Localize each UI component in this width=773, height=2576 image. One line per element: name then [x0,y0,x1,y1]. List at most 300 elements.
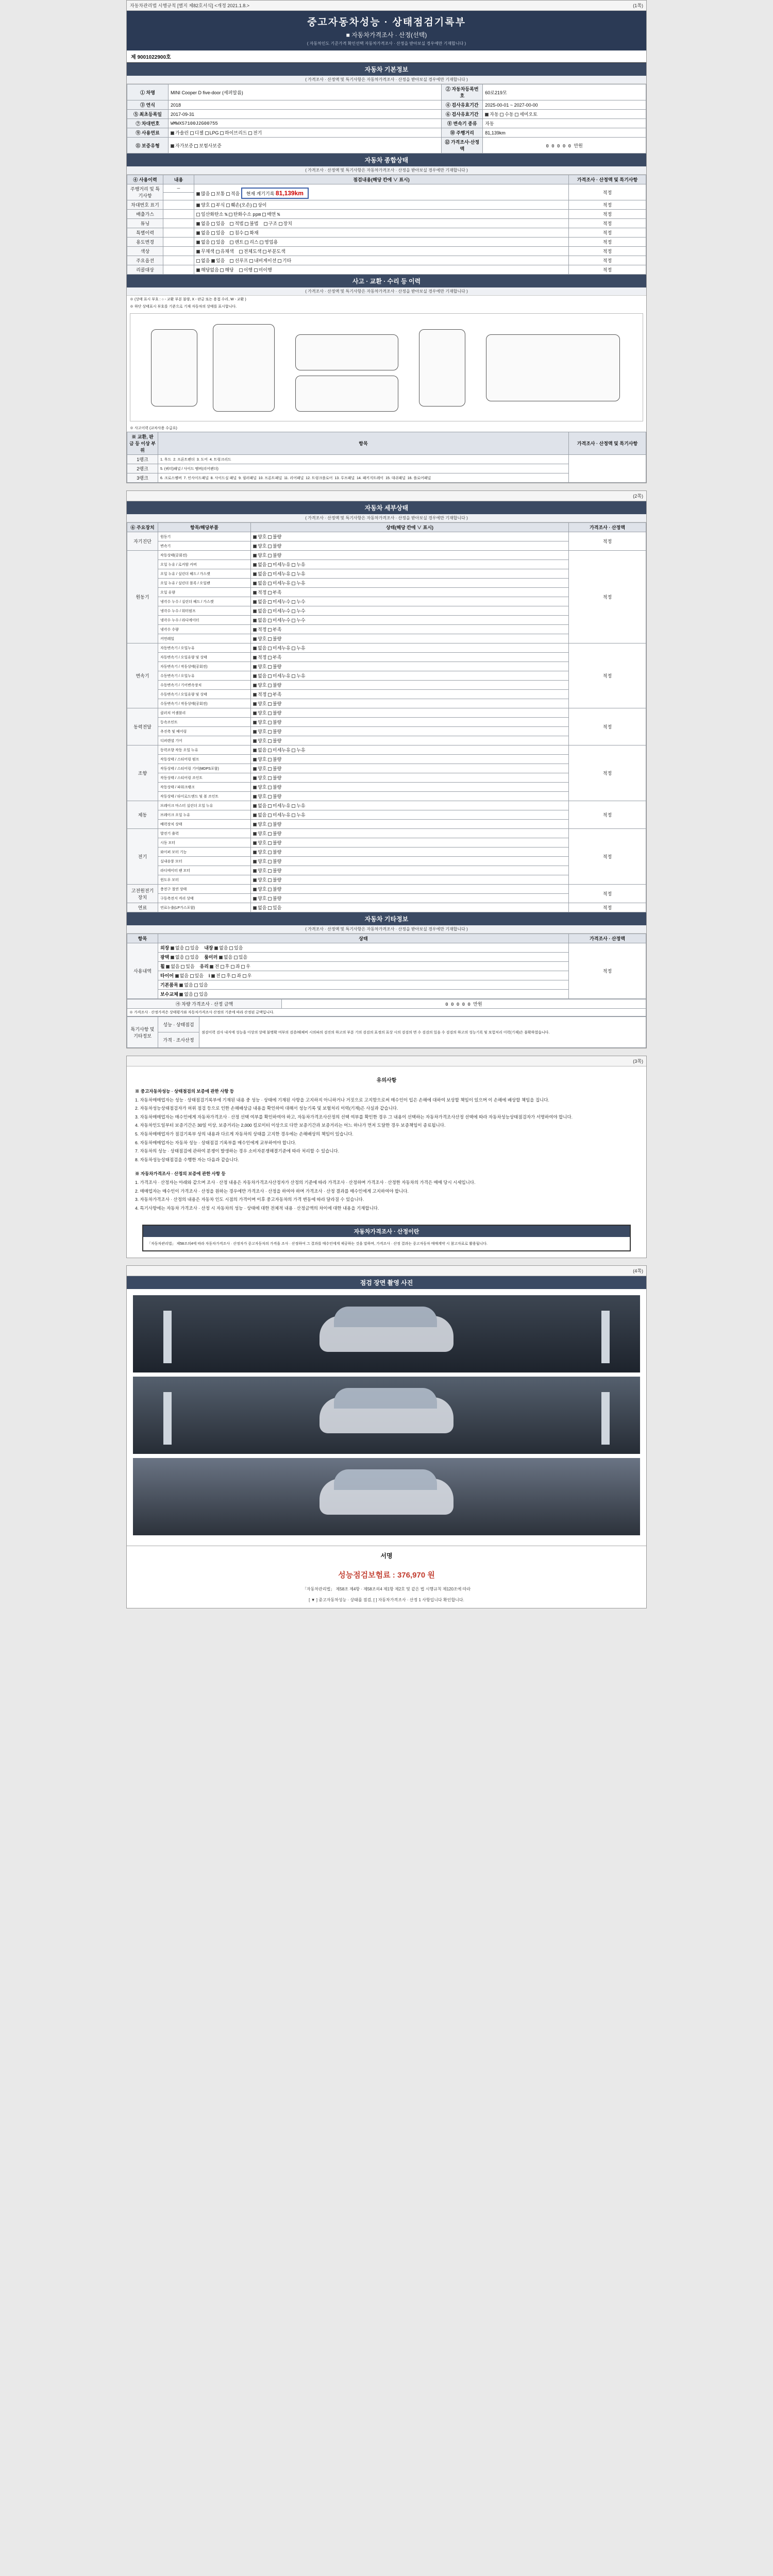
checkbox-4-4-0[interactable] [253,786,257,789]
checkbox-2-2-1[interactable] [268,665,272,669]
checkbox-etc-1-1[interactable] [186,956,189,959]
table-row [127,980,646,990]
checkbox-4-0-2[interactable] [292,749,295,752]
checkbox-color-chromatic[interactable] [216,250,220,253]
detail-opts-8-0 [251,903,569,912]
checkbox-6-2-0[interactable] [253,851,257,854]
checkbox-option-etc[interactable] [278,259,281,263]
checkbox-etc2-1-0[interactable] [219,956,223,959]
checkbox-transmission-manual[interactable] [500,113,503,116]
opt-label-1-0-1: 불량 [272,553,282,558]
checkbox-1-2-1[interactable] [268,572,272,576]
checkbox-1-1-2[interactable] [292,563,295,567]
opt-label-4-4-1: 불량 [272,785,282,790]
remarks-table [127,1016,646,1048]
checkbox-etc2-3-3[interactable] [243,974,246,978]
etc-item-label2-3: î [208,973,210,978]
section-photos-title: 점검 장면 촬영 사진 [127,1276,646,1289]
checkbox-mileage-many[interactable] [196,192,200,196]
opt-auto: 자동 [490,112,499,117]
etc-opts-3 [158,971,569,980]
page-4 [126,1265,647,1608]
checkbox-recall-na[interactable] [196,268,200,272]
overall-opts-5 [194,238,569,247]
detail-opts-6-0 [251,829,569,838]
checkbox-etc2-0-1[interactable] [229,946,233,950]
opt-label-0-1-1: 불량 [272,544,282,549]
checkbox-etc-3-1[interactable] [190,974,194,978]
etc-opt2-2-0: 전 [214,964,220,969]
checkbox-etc2-3-1[interactable] [222,974,225,978]
checkbox-warranty-self[interactable] [171,144,174,148]
detail-group-3: 동력전달 [127,708,158,745]
checkbox-partpaint[interactable] [263,250,266,253]
checkbox-3-0-0[interactable] [253,711,257,715]
table-row [127,903,646,912]
page-1 [126,0,647,483]
checkbox-1-4-0[interactable] [253,591,257,595]
checkbox-1-7-2[interactable] [292,619,295,622]
checkbox-2-6-0[interactable] [253,702,257,706]
guarantee-box [142,1225,631,1251]
opt-tuning-sub-1: 불법 [249,221,259,226]
basic-value-5 [169,138,442,154]
checkbox-lease[interactable] [245,241,248,244]
checkbox-vin-diff[interactable] [253,204,257,207]
checkbox-4-5-1[interactable] [268,795,272,799]
checkbox-tuning-legal[interactable] [230,222,233,226]
opt-vin-3: 상이 [258,202,267,208]
checkbox-usechange-yes[interactable] [211,241,215,244]
basic-value-1: 2018 [169,100,442,110]
checkbox-tuning-illegal[interactable] [245,222,248,226]
checkbox-1-9-0[interactable] [253,637,257,641]
part-item-2-4: 10. 프론트패널 [258,476,282,480]
checkbox-6-0-1[interactable] [268,832,272,836]
table-header-row [127,175,646,184]
detail-item-4-0: 동력조향 작동 오일 누유 [158,745,251,755]
checkbox-recall-yes[interactable] [220,268,224,272]
page3-blank [130,1058,131,1064]
opt-emis-0: 일산화탄소 [201,212,224,217]
checkbox-fuel-diesel[interactable] [190,131,194,135]
opt-label-7-0-1: 불량 [272,887,282,892]
checkbox-color-achromatic[interactable] [196,250,200,253]
opt-recall-1: 해당 [225,267,234,273]
remarks-sub-1: 가격 · 조사산정 [158,1032,199,1048]
overall-sub-0b [163,192,194,200]
remarks-sub-0: 성능 · 상태점검 [158,1017,199,1032]
checkbox-1-1-1[interactable] [268,563,272,567]
checkbox-usechange-none[interactable] [196,241,200,244]
etc-opt-4-0: 없음 [184,982,193,988]
checkbox-6-1-1[interactable] [268,841,272,845]
checkbox-etc-5-1[interactable] [194,993,198,996]
checkbox-transmission-auto[interactable] [485,113,489,116]
opt-label-0-0-1: 불량 [272,534,282,539]
etc-opt-1-1: 있음 [190,955,199,960]
checkbox-1-3-2[interactable] [292,582,295,585]
detail-item-4-5: 작동상태 / 타이로드엔드 및 볼 조인트 [158,792,251,801]
detail-item-4-1: 작동상태 / 스티어링 펌프 [158,755,251,764]
checkbox-5-0-0[interactable] [253,804,257,808]
checkbox-etc2-2-3[interactable] [241,965,245,969]
opt-label-6-1-0: 양호 [258,840,267,845]
opt-special-sub-0: 침수 [234,230,244,235]
opt-label-4-4-0: 양호 [258,785,267,790]
checkbox-etc2-1-1[interactable] [234,956,238,959]
detail-group-8: 연료 [127,903,158,912]
checkbox-navigation[interactable] [249,259,253,263]
checkbox-1-5-1[interactable] [268,600,272,604]
checkbox-2-4-1[interactable] [268,684,272,687]
checkbox-3-3-0[interactable] [253,739,257,743]
checkbox-emission-co[interactable] [196,213,200,216]
diagram-underbody-view [486,334,620,401]
overall-col-0: ④ 사용이력 [127,175,163,184]
checkbox-1-6-1[interactable] [268,609,272,613]
checkbox-mileage-normal[interactable] [211,192,215,196]
checkbox-rent[interactable] [230,241,233,244]
table-row [127,671,646,681]
checkbox-6-0-0[interactable] [253,832,257,836]
part-grade-1: 2랭크 [127,464,158,473]
table-row [127,829,646,838]
table-row [127,473,646,483]
checkbox-2-0-2[interactable] [292,647,295,650]
opt-label-2-0-0: 없음 [258,646,267,651]
basic-value-2: 2017-09-31 [169,110,442,119]
opt-color-sub-0: 전체도색 [243,249,262,254]
checkbox-5-2-0[interactable] [253,823,257,826]
checkbox-2-1-1[interactable] [268,656,272,659]
checkbox-warranty-insurer[interactable] [194,144,198,148]
checkbox-etc2-2-1[interactable] [221,965,224,969]
checkbox-4-5-0[interactable] [253,795,257,799]
opt-special-1: 있음 [215,230,225,235]
checkbox-0-1-1[interactable] [268,545,272,548]
checkbox-2-0-1[interactable] [268,647,272,650]
opt-recall-sub-1: 미이행 [258,267,272,273]
checkbox-4-1-0[interactable] [253,758,257,761]
car-silhouette-icon [320,1316,453,1352]
checkbox-7-1-0[interactable] [253,897,257,901]
overall-note-0: 적정 [569,184,646,200]
checkbox-special-none[interactable] [196,231,200,235]
opt-label-2-3-0: 없음 [258,673,267,679]
notice-item-1-0: 1. 자동차매매업자는 성능 · 상태점검기록부에 기재된 내용 중 성능 · 상태에 기재된 사항을 고지하지 아니하거나 거짓으로 고지함으로써 매수인이 입은 손해에 대하여 보상할 책임이 있으며 이 손해에 배상할 책임을 집니다. [135,1097,549,1103]
etc-col-1: 상태 [158,934,569,943]
checkbox-recall-done[interactable] [239,268,243,272]
signature-row: 서명 [127,1546,646,1565]
checkbox-5-0-2[interactable] [292,804,295,808]
checkbox-tuning-device[interactable] [279,222,282,226]
parts-note-header: 가격조사 · 산정액 및 특기사항 [569,432,646,455]
checkbox-fuel-lpg[interactable] [205,131,209,135]
checkbox-fullpaint[interactable] [239,250,243,253]
checkbox-etc2-3-2[interactable] [232,974,236,978]
checkbox-4-3-1[interactable] [268,776,272,780]
detail-opts-1-4 [251,588,569,597]
checkbox-8-0-1[interactable] [268,906,272,910]
checkbox-vin-corrosion[interactable] [211,204,215,207]
checkbox-4-2-0[interactable] [253,767,257,771]
checkbox-7-1-1[interactable] [268,897,272,901]
checkbox-2-3-2[interactable] [292,674,295,678]
opt-label-2-5-1: 부족 [272,692,282,697]
detail-opts-4-2 [251,764,569,773]
checkbox-fuel-hybrid[interactable] [220,131,224,135]
detail-group-0: 자기진단 [127,532,158,551]
checkbox-7-0-0[interactable] [253,888,257,891]
checkbox-6-3-0[interactable] [253,860,257,863]
detail-opts-1-5 [251,597,569,606]
etc-opt2-3-3: 우 [247,973,252,978]
detail-note-5: 적정 [569,801,646,829]
overall-sub-4 [163,228,194,238]
checkbox-6-1-0[interactable] [253,841,257,845]
detail-opts-6-4 [251,866,569,875]
checkbox-etc-2-1[interactable] [181,965,184,969]
checkbox-transmission-semi[interactable] [515,113,518,116]
overall-sub-6 [163,247,194,256]
checkbox-1-3-1[interactable] [268,582,272,585]
detail-item-8-0: 연료누출(LP가스포함) [158,903,251,912]
etc-opt2-0-1: 있음 [234,945,243,951]
checkbox-etc2-2-0[interactable] [210,965,213,969]
checkbox-2-5-0[interactable] [253,693,257,697]
detail-opts-5-1 [251,810,569,820]
opt-label-1-5-1: 미세누수 [272,599,291,604]
checkbox-etc2-0-0[interactable] [214,946,218,950]
checkbox-etc-4-1[interactable] [194,984,198,987]
checkbox-2-0-0[interactable] [253,647,257,650]
checkbox-etc-0-0[interactable] [171,946,174,950]
checkbox-2-4-0[interactable] [253,684,257,687]
checkbox-0-0-1[interactable] [268,535,272,539]
etc-opt-4-1: 있음 [199,982,208,988]
checkbox-4-0-0[interactable] [253,749,257,752]
etc-item-label-0: 외장 [160,945,170,951]
checkbox-flood[interactable] [230,231,233,235]
mileage-box-value: 81,139km [275,190,304,197]
checkbox-5-0-1[interactable] [268,804,272,808]
checkbox-6-4-0[interactable] [253,869,257,873]
notice-item-1-6: 7. 자동차의 성능 · 상태점검에 관하여 분쟁이 발생하는 경우 소비자분쟁해결기준에 따라 처리할 수 있습니다. [135,1148,340,1154]
checkbox-5-1-1[interactable] [268,814,272,817]
checkbox-3-0-1[interactable] [268,711,272,715]
checkbox-1-7-0[interactable] [253,619,257,622]
checkbox-0-1-0[interactable] [253,545,257,548]
opt-label-3-0-1: 불량 [272,710,282,716]
etc-opt2-0-0: 없음 [219,945,228,951]
checkbox-5-1-0[interactable] [253,814,257,817]
checkbox-3-1-1[interactable] [268,721,272,724]
table-row [127,792,646,801]
checkbox-etc-4-0[interactable] [179,984,183,987]
checkbox-tuning-yes[interactable] [211,222,215,226]
page4-blank [130,1267,131,1274]
detail-item-2-1: 자동변속기 / 오일유량 및 상태 [158,653,251,662]
overall-row-label-6: 색상 [127,247,163,256]
overall-opts-7 [194,256,569,265]
checkbox-6-4-1[interactable] [268,869,272,873]
checkbox-6-5-1[interactable] [268,878,272,882]
checkbox-4-0-1[interactable] [268,749,272,752]
checkbox-3-2-1[interactable] [268,730,272,734]
checkbox-1-9-1[interactable] [268,637,272,641]
checkbox-vin-ok[interactable] [196,204,200,207]
checkbox-recall-notdone[interactable] [254,268,258,272]
detail-table-body [127,532,646,912]
basic-value-4 [169,128,442,138]
table-row [127,810,646,820]
checkbox-1-5-0[interactable] [253,600,257,604]
checkbox-2-5-1[interactable] [268,693,272,697]
opt-label-3-1-1: 불량 [272,720,282,725]
checkbox-1-4-1[interactable] [268,591,272,595]
part-items-1 [158,464,569,473]
checkbox-2-2-0[interactable] [253,665,257,669]
mileage-cell [194,184,569,200]
checkbox-1-8-0[interactable] [253,628,257,632]
etc-opt2-2-1: 후 [225,964,230,969]
basic-value2-2 [483,110,646,119]
checkbox-etc2-2-2[interactable] [231,965,234,969]
checkbox-3-2-0[interactable] [253,730,257,734]
checkbox-4-3-0[interactable] [253,776,257,780]
checkbox-1-7-1[interactable] [268,619,272,622]
checkbox-mileage-few[interactable] [226,192,230,196]
table-row [127,736,646,745]
opt-mileage-0: 많음 [201,191,210,196]
detail-opts-6-2 [251,848,569,857]
checkbox-option-none[interactable] [196,259,200,263]
checkbox-2-3-0[interactable] [253,674,257,678]
notice-title: 유의사항 [376,1078,397,1083]
notice-item-2-0: 1. 가격조사 · 산정자는 아래와 같으며 조사 · 산정 내용은 자동차가격조사산정자가 산정의 기준에 따라 가격조사 · 산정하며 가격조사 · 산정한 자동차의 가격은 매매 당시 시세입니다. [135,1179,476,1185]
table-row [127,110,646,119]
checkbox-fuel-gasoline[interactable] [171,131,174,135]
checkbox-2-6-1[interactable] [268,702,272,706]
overall-sub-5 [163,238,194,247]
etc-item-label2-1: 룸미러 [204,955,218,960]
table-row [127,643,646,653]
detail-item-7-0: 충전구 절연 상태 [158,885,251,894]
checkbox-6-2-1[interactable] [268,851,272,854]
opt-label-1-6-0: 없음 [258,608,267,614]
checkbox-1-3-0[interactable] [253,582,257,585]
checkbox-1-6-0[interactable] [253,609,257,613]
overall-sub-0: ─ [163,184,194,193]
checkbox-etc-1-0[interactable] [171,956,174,959]
etc-table-body [127,943,646,999]
checkbox-fuel-ev[interactable] [248,131,252,135]
checkbox-4-2-1[interactable] [268,767,272,771]
detail-item-1-7: 냉각수 누수 / 라디에이터 [158,616,251,625]
checkbox-commercial[interactable] [260,241,263,244]
opt-label-5-1-0: 없음 [258,812,267,818]
basic-label2-0: ② 자동차등록번호 [442,84,483,100]
checkbox-2-3-1[interactable] [268,674,272,678]
table-row [127,128,646,138]
checkbox-2-1-0[interactable] [253,656,257,659]
checkbox-emission-smoke[interactable] [262,213,266,216]
checkbox-option-yes[interactable] [211,259,215,263]
checkbox-etc2-3-0[interactable] [208,973,215,978]
checkbox-6-3-1[interactable] [268,860,272,863]
table-row [127,579,646,588]
checkbox-special-yes[interactable] [211,231,215,235]
lift-post-right-icon-2 [601,1392,610,1445]
checkbox-vin-damage[interactable] [226,204,230,207]
detail-item-6-0: 발전기 출력 [158,829,251,838]
checkbox-etc-5-0[interactable] [179,993,183,996]
opt-label-6-5-1: 불량 [272,877,282,883]
opt-label-1-8-0: 적정 [258,627,267,632]
checkbox-tuning-structure[interactable] [264,222,267,226]
opt-use-sub-1: 리스 [249,240,259,245]
notice-item-1-4: 5. 자동차매매업자가 점검기록부 상의 내용과 다르게 자동차의 상태를 고지한 경우에는 손해배상의 책임이 있습니다. [135,1131,354,1137]
checkbox-1-1-0[interactable] [253,563,257,567]
etc-opt2-1-0: 없음 [223,955,233,960]
detail-note-2: 적정 [569,643,646,708]
checkbox-7-0-1[interactable] [268,888,272,891]
emis-val-2: % [277,212,280,217]
checkbox-1-2-0[interactable] [253,572,257,576]
overall-note-6: 적정 [569,247,646,256]
checkbox-emission-hc[interactable] [229,213,232,216]
checkbox-1-5-2[interactable] [292,600,295,604]
basic-label-1: ③ 연식 [127,100,169,110]
opt-label-1-2-1: 미세누유 [272,571,291,577]
opt-label-5-1-2: 누유 [296,812,306,818]
checkbox-etc-3-0[interactable] [175,974,179,978]
checkbox-1-8-1[interactable] [268,628,272,632]
opt-label-1-9-1: 불량 [272,636,282,641]
checkbox-6-5-0[interactable] [253,878,257,882]
checkbox-1-6-2[interactable] [292,609,295,613]
detail-group-2: 변속기 [127,643,158,708]
detail-item-2-2: 자동변속기 / 작동상태(공회전) [158,662,251,671]
table-row [127,662,646,671]
checkbox-1-2-2[interactable] [292,572,295,576]
checkbox-tuning-none[interactable] [196,222,200,226]
checkbox-etc-0-1[interactable] [186,946,189,950]
opt-label-1-3-2: 누유 [296,581,306,586]
basic-label-4: ⑨ 사용연료 [127,128,169,138]
checkbox-4-4-1[interactable] [268,786,272,789]
checkbox-0-0-0[interactable] [253,535,257,539]
footnote-1: 「자동차관리법」 제58조 제4항 · 제58조의4 제1항 제2호 및 같은 법 시행규칙 제120조에 따라 [302,1587,471,1592]
table-row [127,866,646,875]
checkbox-3-3-1[interactable] [268,739,272,743]
checkbox-fire[interactable] [245,231,248,235]
checkbox-1-0-0[interactable] [253,554,257,557]
notice-item-1-3: 4. 자동차인도일부터 보증기간은 30일 이상, 보증거리는 2,000 킬로미터 이상으로 다만 보증기간과 보증거리는 어느 하나가 먼저 도달한 경우 보증책임이 종료됩니다. [135,1123,446,1128]
checkbox-etc-2-0[interactable] [166,965,170,969]
table-header-row [127,934,646,943]
checkbox-sunroof[interactable] [230,259,233,263]
checkbox-3-1-0[interactable] [253,721,257,724]
checkbox-4-1-1[interactable] [268,758,272,761]
detail-opts-6-3 [251,857,569,866]
checkbox-8-0-0[interactable] [253,906,257,910]
checkbox-1-0-1[interactable] [268,554,272,557]
checkbox-5-1-2[interactable] [292,814,295,817]
section-basic-title: 자동차 기본정보 [127,63,646,76]
checkbox-5-2-1[interactable] [268,823,272,826]
